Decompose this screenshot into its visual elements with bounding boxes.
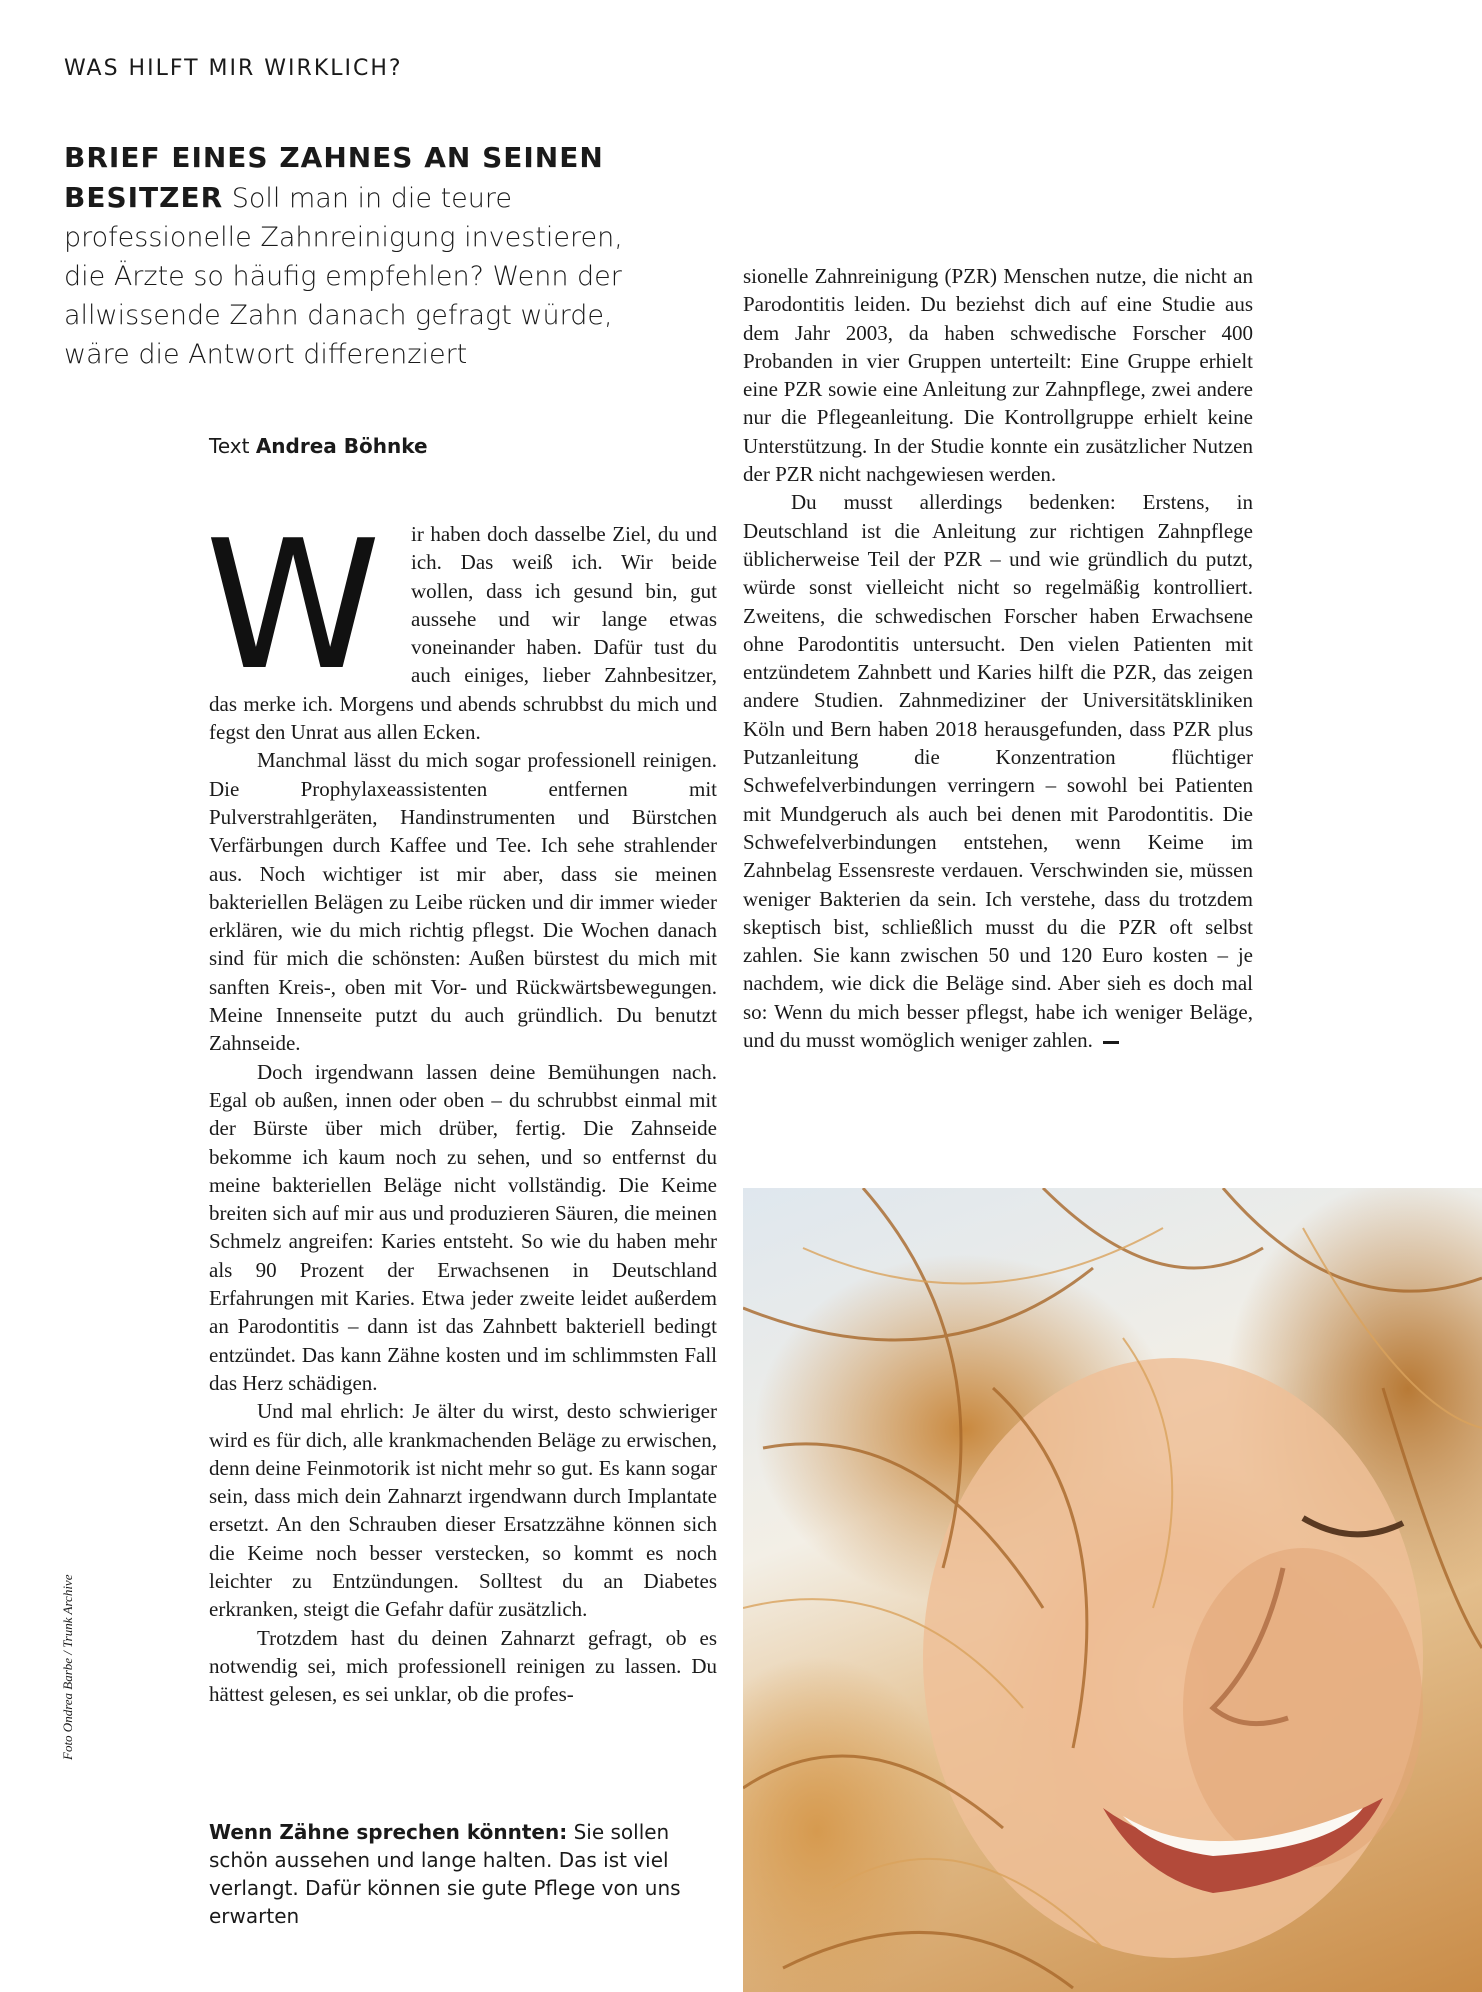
article-title: BRIEF EINES ZAHNES AN SEINEN BESITZER (64, 141, 604, 214)
headline-block (64, 138, 664, 374)
dropcap: W (205, 502, 382, 709)
image-caption (209, 1818, 709, 1930)
byline-prefix: Text (209, 434, 250, 458)
article-column-left (205, 502, 717, 1708)
article-paragraph: Doch irgendwann lassen deine Bemühungen nach. Egal ob außen, innen oder oben – du schrubbst einmal mit der Bürste über mich drüber, fertig. Die Zahnseide bekomme ich kaum noch zu sehen, und so entfernst du meine bakteriellen Beläge nicht vollständig. Die Keime breiten sich auf mir aus und produzieren Säuren, die meinen Schmelz angreifen: Karies entsteht. So wie du haben mehr als 90 Prozent der Erwachsenen in Deutschland Erfahrungen mit Karies. Etwa jeder zweite leidet außerdem an Parodontitis – dann ist das Zahnbett bakteriell bedingt entzündet. Das kann Zähne kosten und im schlimmsten Fall das Herz schädigen. (209, 1059, 717, 1395)
portrait-illustration (743, 1188, 1482, 1992)
article-paragraph (205, 502, 717, 746)
article-paragraph: Manchmal lässt du mich sogar professionell reinigen. Die Prophylaxeassistenten entfernen mit Pulverstrahlgeräten, Handinstrumenten und Bürstchen Verfärbungen durch Kaffee und Tee. Ich sehe strahlender aus. Noch wichtiger ist mir aber, dass sie meinen bakteriellen Belägen zu Leibe rücken und dir immer wieder erklären, wie du mich richtig pflegst. Die Wochen danach sind für mich die schönsten: Außen bürstest du mich mit sanften Kreis-, oben mit Vor- und Rückwärtsbewegungen. Meine Innenseite putzt du auch gründlich. Du benutzt Zahnseide. (209, 748, 717, 1056)
article-lead: Soll man in die teure professionelle Zahnreinigung investieren, die Ärzte so häufig empfehlen? Wenn der allwissende Zahn danach gefragt würde, wäre die Antwort differenziert (64, 183, 623, 370)
caption-text: Sie sollen schön aussehen und lange halten. Das ist viel verlangt. Dafür können sie gute Pflege von uns erwarten (209, 1820, 681, 1928)
portrait-photo (743, 1188, 1482, 1992)
article-paragraph: Und mal ehrlich: Je älter du wirst, desto schwieriger wird es für dich, alle krankmachenden Beläge zu erwischen, denn deine Feinmotorik ist nicht mehr so gut. Es kann sogar sein, dass mich dein Zahnarzt irgendwann durch Implantate ersetzt. An den Schrauben dieser Ersatzzähne können sich die Keime noch besser verstecken, so kommt es noch leichter zu Entzündungen. Solltest du an Diabetes erkranken, steigt die Gefahr dafür zusätzlich. (209, 1399, 717, 1622)
photo-credit: Foto Ondrea Barbe / Trunk Archive (60, 1574, 75, 1760)
paragraph-text: ir haben doch dasselbe Ziel, du und ich. Das weiß ich. Wir beide wollen, dass ich gesund bin, gut aussehe und wir lange etwas voneinander haben. Dafür tust du auch einiges, lieber Zahnbesitzer, das merke ich. Morgens und abends schrubbst du mich und fegst den Unrat aus allen Ecken. (209, 522, 717, 745)
paragraph-text: Du musst allerdings bedenken: Erstens, in Deutschland ist die Anleitung zur richtigen Zahnpflege üblicherweise Teil der PZR – und wie gründlich du putzt, würde sonst vielleicht nicht so regelmäßig kontrolliert. Zweitens, die schwedischen Forscher haben Erwachsene ohne Parodontitis untersucht. Den vielen Patienten mit entzündetem Zahnbett und Karies hilft die PZR, das zeigen andere Studien. Zahnmediziner der Universitätskliniken Köln und Bern haben 2018 herausgefunden, dass PZR plus Putzanleitung die Konzentration flüchtiger Schwefelverbindungen verringern – sowohl bei Patienten mit Mundgeruch als auch bei denen mit Parodontitis. Die Schwefelverbindungen entstehen, wenn Keime im Zahnbelag Essensreste verdauen. Verschwinden sie, müssen weniger Bakterien da sein. Ich verstehe, dass du trotzdem skeptisch bist, schließlich musst du die PZR oft selbst zahlen. Sie kann zwischen 50 und 120 Euro kosten – je nachdem, wie dick die Beläge sind. Aber sieh es doch mal so: Wenn du mich besser pflegst, habe ich weniger Beläge, und du musst womöglich weniger zahlen. (743, 490, 1253, 1053)
article-paragraph (743, 488, 1253, 1054)
article-paragraph: sionelle Zahnreinigung (PZR) Menschen nutze, die nicht an Parodontitis leiden. Du beziehst dich auf eine Studie aus dem Jahr 2003, da haben schwedische Forscher 400 Probanden in vier Gruppen unterteilt: Eine Gruppe erhielt eine PZR sowie eine Anleitung zur Zahnpflege, zwei andere nur die Pflegeanleitung. Die Kontrollgruppe erhielt keine Unterstützung. In der Studie konnte ein zusätzlicher Nutzen der PZR nicht nachgewiesen werden. (743, 264, 1253, 487)
caption-bold: Wenn Zähne sprechen könnten: (209, 1820, 568, 1844)
article-paragraph: Trotzdem hast du deinen Zahnarzt gefragt, ob es notwendig sei, mich professionell reinigen zu lassen. Du hättest gelesen, es sei unklar, ob die profes- (209, 1625, 717, 1707)
article-column-right (743, 262, 1253, 1054)
section-label: WAS HILFT MIR WIRKLICH? (64, 56, 403, 81)
byline (209, 434, 428, 458)
byline-author: Andrea Böhnke (255, 434, 428, 458)
end-mark (1103, 1041, 1119, 1044)
